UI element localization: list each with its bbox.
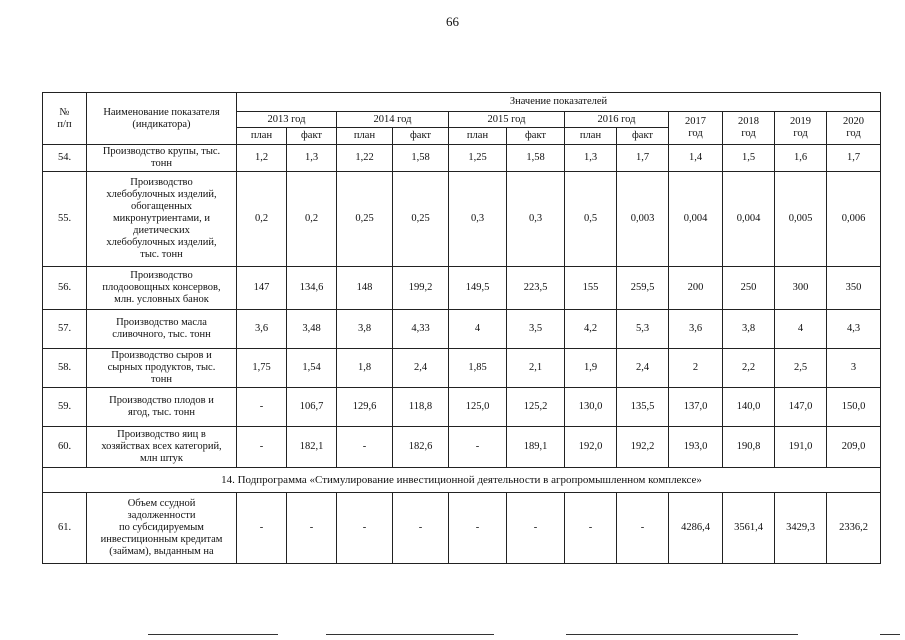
value-cell: 250 [723, 267, 775, 310]
value-cell: 148 [337, 267, 393, 310]
value-cell: 137,0 [669, 388, 723, 427]
row-number: 61. [43, 493, 87, 564]
value-cell: 129,6 [337, 388, 393, 427]
value-cell: 1,75 [237, 349, 287, 388]
value-cell: 2336,2 [827, 493, 881, 564]
value-cell: 147,0 [775, 388, 827, 427]
value-cell: 130,0 [565, 388, 617, 427]
header-plan: план [449, 128, 507, 145]
row-number: 58. [43, 349, 87, 388]
indicator-name: Производство хлебобулочных изделий, обогащенных микронутриентами, и диетических хлебобулочных изделий, тыс. тонн [87, 172, 237, 267]
value-cell: - [449, 493, 507, 564]
value-cell: 0,3 [449, 172, 507, 267]
value-cell: 259,5 [617, 267, 669, 310]
value-cell: 200 [669, 267, 723, 310]
value-cell: 0,3 [507, 172, 565, 267]
value-cell: - [617, 493, 669, 564]
value-cell: 0,004 [669, 172, 723, 267]
value-cell: 149,5 [449, 267, 507, 310]
value-cell: 1,7 [827, 145, 881, 172]
indicator-name: Производство крупы, тыс. тонн [87, 145, 237, 172]
value-cell: 1,85 [449, 349, 507, 388]
row-number: 54. [43, 145, 87, 172]
value-cell: 1,3 [565, 145, 617, 172]
header-year-2013: 2013 год [237, 112, 337, 128]
indicator-name: Производство масла сливочного, тыс. тонн [87, 310, 237, 349]
table-row [43, 388, 881, 427]
value-cell: 189,1 [507, 427, 565, 468]
row-number: 56. [43, 267, 87, 310]
value-cell: 4,33 [393, 310, 449, 349]
header-year-2019: 2019 год [775, 112, 827, 145]
value-cell: 125,0 [449, 388, 507, 427]
value-cell: 150,0 [827, 388, 881, 427]
value-cell: 1,9 [565, 349, 617, 388]
value-cell: 182,1 [287, 427, 337, 468]
value-cell: 1,2 [237, 145, 287, 172]
value-cell: 223,5 [507, 267, 565, 310]
header-year-2017: 2017 год [669, 112, 723, 145]
table-row [43, 172, 881, 267]
value-cell: - [237, 427, 287, 468]
value-cell: 0,005 [775, 172, 827, 267]
value-cell: 4,3 [827, 310, 881, 349]
value-cell: 134,6 [287, 267, 337, 310]
value-cell: 209,0 [827, 427, 881, 468]
value-cell: 2,2 [723, 349, 775, 388]
value-cell: 350 [827, 267, 881, 310]
value-cell: 190,8 [723, 427, 775, 468]
table-body [43, 145, 881, 564]
indicator-name: Производство плодоовощных консервов, млн. условных банок [87, 267, 237, 310]
value-cell: - [287, 493, 337, 564]
value-cell: 155 [565, 267, 617, 310]
value-cell: 3,6 [237, 310, 287, 349]
indicator-name: Производство сыров и сырных продуктов, тыс. тонн [87, 349, 237, 388]
value-cell: 147 [237, 267, 287, 310]
header-year-2015: 2015 год [449, 112, 565, 128]
indicator-name: Производство яиц в хозяйствах всех категорий, млн штук [87, 427, 237, 468]
header-year-2020: 2020 год [827, 112, 881, 145]
header-plan: план [237, 128, 287, 145]
value-cell: - [507, 493, 565, 564]
value-cell: 5,3 [617, 310, 669, 349]
value-cell: 1,5 [723, 145, 775, 172]
value-cell: 193,0 [669, 427, 723, 468]
value-cell: 1,6 [775, 145, 827, 172]
value-cell: 192,0 [565, 427, 617, 468]
row-number: 55. [43, 172, 87, 267]
value-cell: 3 [827, 349, 881, 388]
value-cell: 1,54 [287, 349, 337, 388]
value-cell: 118,8 [393, 388, 449, 427]
value-cell: 0,25 [393, 172, 449, 267]
value-cell: 0,003 [617, 172, 669, 267]
header-values: Значение показателей [237, 93, 881, 112]
value-cell: - [337, 493, 393, 564]
value-cell: 1,3 [287, 145, 337, 172]
value-cell: 199,2 [393, 267, 449, 310]
value-cell: 1,58 [507, 145, 565, 172]
value-cell: 3,8 [723, 310, 775, 349]
header-year-2014: 2014 год [337, 112, 449, 128]
section-row [43, 468, 881, 493]
value-cell: 1,25 [449, 145, 507, 172]
table-row [43, 349, 881, 388]
value-cell: 192,2 [617, 427, 669, 468]
value-cell: 1,58 [393, 145, 449, 172]
value-cell: 191,0 [775, 427, 827, 468]
value-cell: 1,8 [337, 349, 393, 388]
table-row [43, 145, 881, 172]
value-cell: 106,7 [287, 388, 337, 427]
value-cell: 140,0 [723, 388, 775, 427]
value-cell: 2 [669, 349, 723, 388]
value-cell: 182,6 [393, 427, 449, 468]
value-cell: 1,22 [337, 145, 393, 172]
value-cell: 3,48 [287, 310, 337, 349]
indicator-name: Объем ссудной задолженности по субсидируемым инвестиционным кредитам (займам), выданным на [87, 493, 237, 564]
indicator-name: Производство плодов и ягод, тыс. тонн [87, 388, 237, 427]
indicators-table [42, 92, 881, 564]
bottom-rule [0, 634, 905, 640]
header-plan: план [565, 128, 617, 145]
value-cell: - [237, 493, 287, 564]
value-cell: - [237, 388, 287, 427]
table-row [43, 267, 881, 310]
header-name: Наименование показателя (индикатора) [87, 93, 237, 145]
table-row [43, 427, 881, 468]
row-number: 57. [43, 310, 87, 349]
value-cell: 2,4 [393, 349, 449, 388]
value-cell: 4 [775, 310, 827, 349]
section-title: 14. Подпрограмма «Стимулирование инвестиционной деятельности в агропромышленном комплексе» [43, 468, 881, 493]
value-cell: 3429,3 [775, 493, 827, 564]
header-fact: факт [393, 128, 449, 145]
value-cell: 1,4 [669, 145, 723, 172]
value-cell: 2,5 [775, 349, 827, 388]
value-cell: 3,8 [337, 310, 393, 349]
value-cell: 2,1 [507, 349, 565, 388]
header-year-2018: 2018 год [723, 112, 775, 145]
value-cell: 3561,4 [723, 493, 775, 564]
value-cell: - [449, 427, 507, 468]
value-cell: 3,6 [669, 310, 723, 349]
value-cell: 4 [449, 310, 507, 349]
header-fact: факт [507, 128, 565, 145]
value-cell: - [565, 493, 617, 564]
value-cell: 0,25 [337, 172, 393, 267]
value-cell: 3,5 [507, 310, 565, 349]
value-cell: - [337, 427, 393, 468]
value-cell: 4286,4 [669, 493, 723, 564]
value-cell: 300 [775, 267, 827, 310]
header-fact: факт [617, 128, 669, 145]
table-header [43, 93, 881, 145]
value-cell: 2,4 [617, 349, 669, 388]
page-number: 66 [446, 14, 459, 29]
header-plan: план [337, 128, 393, 145]
value-cell: 0,004 [723, 172, 775, 267]
header-fact: факт [287, 128, 337, 145]
value-cell: 125,2 [507, 388, 565, 427]
value-cell: 1,7 [617, 145, 669, 172]
row-number: 60. [43, 427, 87, 468]
value-cell: - [393, 493, 449, 564]
value-cell: 0,2 [287, 172, 337, 267]
header-year-2016: 2016 год [565, 112, 669, 128]
row-number: 59. [43, 388, 87, 427]
table-row [43, 493, 881, 564]
value-cell: 4,2 [565, 310, 617, 349]
table-row [43, 310, 881, 349]
value-cell: 0,006 [827, 172, 881, 267]
header-num: № п/п [43, 93, 87, 145]
value-cell: 0,2 [237, 172, 287, 267]
value-cell: 135,5 [617, 388, 669, 427]
value-cell: 0,5 [565, 172, 617, 267]
